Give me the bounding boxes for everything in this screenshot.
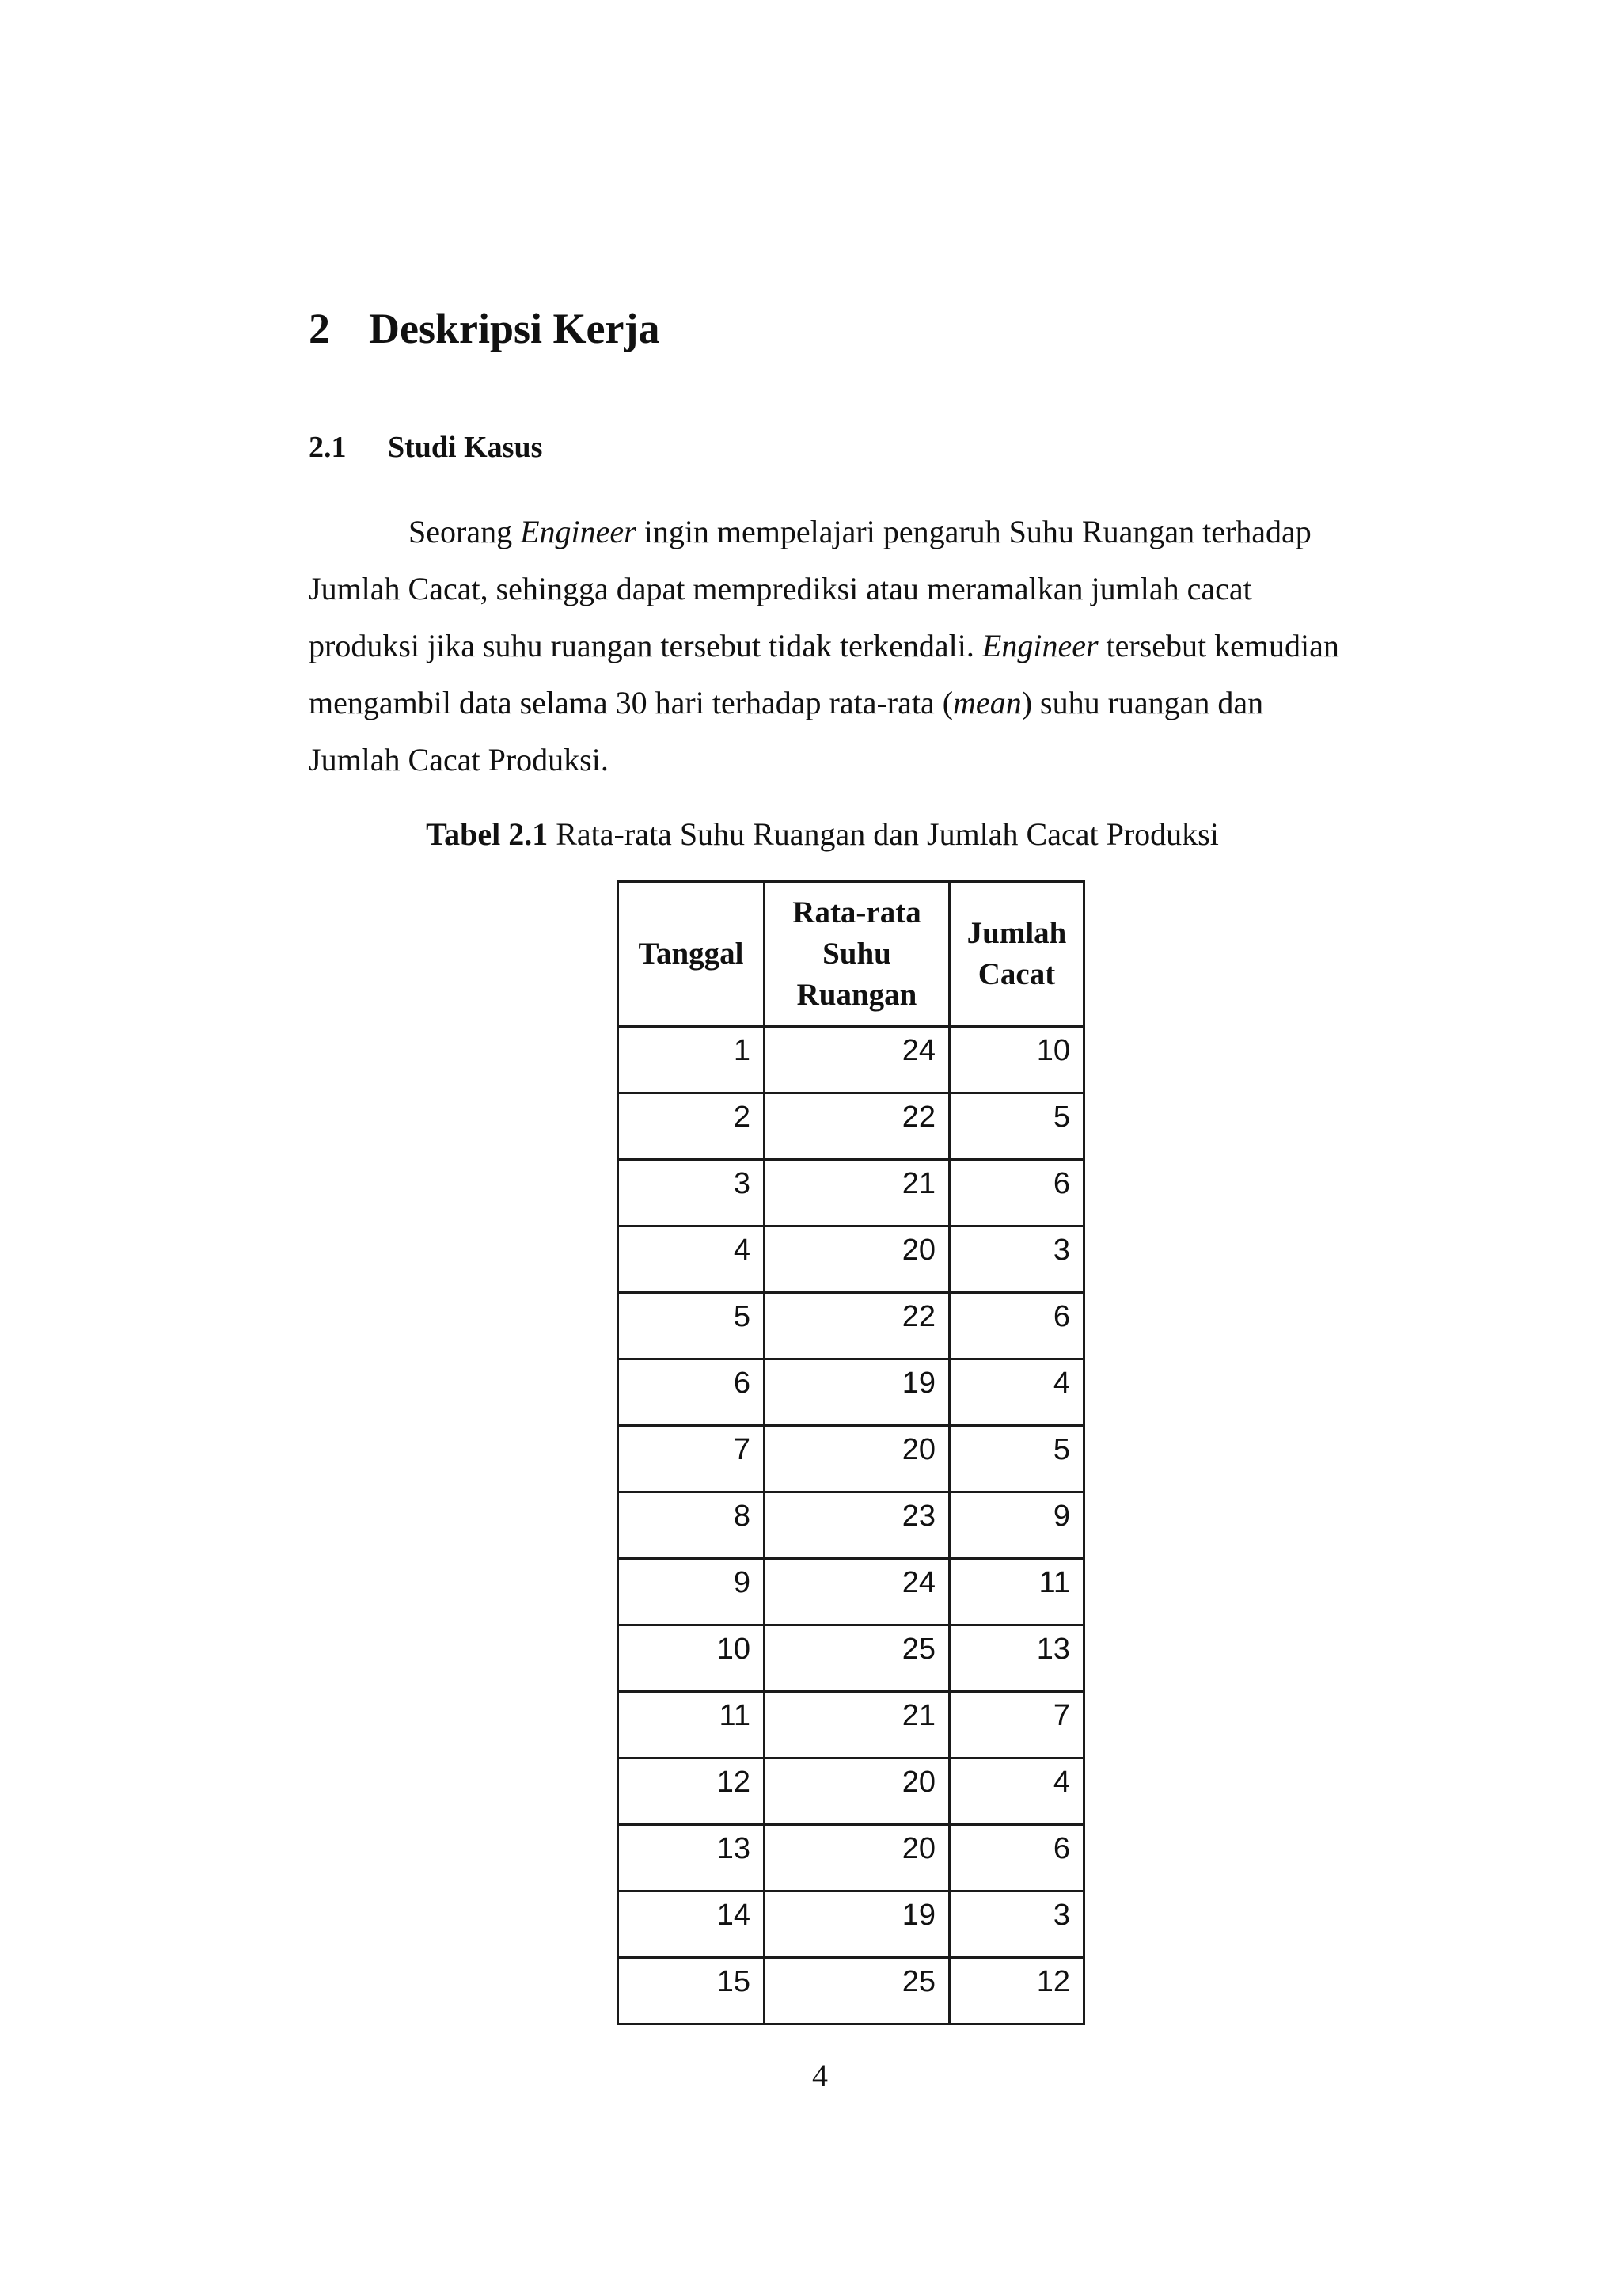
table-cell: 23 — [765, 1492, 950, 1559]
table-cell: 13 — [950, 1625, 1084, 1692]
italic-term: Engineer — [520, 514, 636, 549]
table-row — [618, 1891, 1084, 1958]
table-row — [618, 1226, 1084, 1293]
table-row — [618, 1359, 1084, 1426]
table-cell: 20 — [765, 1226, 950, 1293]
table-cell: 11 — [618, 1692, 765, 1758]
table-cell: 14 — [618, 1891, 765, 1958]
table-row — [618, 1160, 1084, 1226]
chapter-heading — [309, 307, 659, 350]
table-cell: 19 — [765, 1891, 950, 1958]
data-table — [617, 880, 1085, 2025]
table-cell: 15 — [618, 1958, 765, 2024]
column-header-line: Cacat — [978, 957, 1056, 991]
table-cell: 9 — [950, 1492, 1084, 1559]
table-row — [618, 1958, 1084, 2024]
table-cell: 6 — [950, 1293, 1084, 1359]
paragraph-line-2: Jumlah Cacat, sehingga dapat memprediksi atau meramalkan jumlah cacat — [309, 571, 1252, 606]
table-cell: 6 — [618, 1359, 765, 1426]
table-cell: 3 — [950, 1891, 1084, 1958]
table-cell: 4 — [950, 1758, 1084, 1825]
paragraph-text: mengambil data selama 30 hari terhadap rata-rata ( — [309, 685, 954, 720]
table-header-row — [618, 882, 1084, 1027]
table-caption — [0, 815, 1621, 853]
section-heading — [309, 432, 542, 462]
table-row — [618, 1293, 1084, 1359]
table-cell: 10 — [618, 1625, 765, 1692]
paragraph-line-4 — [309, 675, 1377, 732]
paragraph-text: ) suhu ruangan dan — [1021, 685, 1264, 720]
table-cell: 5 — [618, 1293, 765, 1359]
table-row — [618, 1758, 1084, 1825]
table-cell: 4 — [950, 1359, 1084, 1426]
paragraph-line-5: Jumlah Cacat Produksi. — [309, 742, 609, 777]
table-cell: 25 — [765, 1958, 950, 2024]
table-cell: 13 — [618, 1825, 765, 1891]
column-header — [765, 882, 950, 1027]
body-paragraph — [309, 504, 1377, 789]
column-header-line: Tanggal — [638, 937, 744, 971]
table-cell: 8 — [618, 1492, 765, 1559]
table-row — [618, 1426, 1084, 1492]
table-cell: 20 — [765, 1825, 950, 1891]
page-number: 4 — [812, 2058, 828, 2093]
paragraph-line-1 — [309, 504, 1377, 561]
table-cell: 7 — [618, 1426, 765, 1492]
table-cell: 20 — [765, 1426, 950, 1492]
table-cell: 4 — [618, 1226, 765, 1293]
column-header-line: Jumlah — [966, 916, 1067, 950]
table-cell: 10 — [950, 1027, 1084, 1093]
chapter-title: Deskripsi Kerja — [369, 305, 660, 352]
table-cell: 11 — [950, 1559, 1084, 1625]
column-header-line: Suhu — [822, 937, 891, 971]
italic-term: mean — [953, 685, 1022, 720]
table-cell: 3 — [950, 1226, 1084, 1293]
section-title: Studi Kasus — [388, 431, 543, 464]
paragraph-text: produksi jika suhu ruangan tersebut tidak terkendali. — [309, 628, 982, 663]
table-cell: 24 — [765, 1559, 950, 1625]
table-cell: 19 — [765, 1359, 950, 1426]
table-row — [618, 1692, 1084, 1758]
table-cell: 1 — [618, 1027, 765, 1093]
column-header — [950, 882, 1084, 1027]
table-cell: 22 — [765, 1093, 950, 1160]
table-cell: 12 — [618, 1758, 765, 1825]
table-cell: 25 — [765, 1625, 950, 1692]
table-row — [618, 1825, 1084, 1891]
paragraph-text: ingin mempelajari pengaruh Suhu Ruangan terhadap — [636, 514, 1312, 549]
table-row — [618, 1492, 1084, 1559]
table-cell: 6 — [950, 1160, 1084, 1226]
table-cell: 24 — [765, 1027, 950, 1093]
column-header — [618, 882, 765, 1027]
paragraph-text: tersebut kemudian — [1098, 628, 1339, 663]
table-cell: 21 — [765, 1160, 950, 1226]
table-cell: 5 — [950, 1426, 1084, 1492]
paragraph-text: Seorang — [408, 514, 521, 549]
table-body — [618, 1027, 1084, 2024]
table-row — [618, 1625, 1084, 1692]
table-cell: 21 — [765, 1692, 950, 1758]
table-caption-label: Tabel 2.1 — [426, 816, 549, 852]
italic-term: Engineer — [981, 628, 1099, 663]
paragraph-line-3 — [309, 618, 1377, 675]
table-caption-text: Rata-rata Suhu Ruangan dan Jumlah Cacat Produksi — [548, 816, 1219, 852]
table-cell: 22 — [765, 1293, 950, 1359]
table-cell: 3 — [618, 1160, 765, 1226]
table-cell: 7 — [950, 1692, 1084, 1758]
chapter-number: 2 — [309, 305, 330, 352]
column-header-line: Ruangan — [796, 978, 917, 1012]
table-cell: 6 — [950, 1825, 1084, 1891]
table-cell: 2 — [618, 1093, 765, 1160]
section-number: 2.1 — [309, 431, 347, 464]
table-cell: 20 — [765, 1758, 950, 1825]
table-row — [618, 1093, 1084, 1160]
table-row — [618, 1559, 1084, 1625]
table-row — [618, 1027, 1084, 1093]
table-cell: 12 — [950, 1958, 1084, 2024]
table-cell: 5 — [950, 1093, 1084, 1160]
table-cell: 9 — [618, 1559, 765, 1625]
column-header-line: Rata-rata — [792, 895, 921, 929]
